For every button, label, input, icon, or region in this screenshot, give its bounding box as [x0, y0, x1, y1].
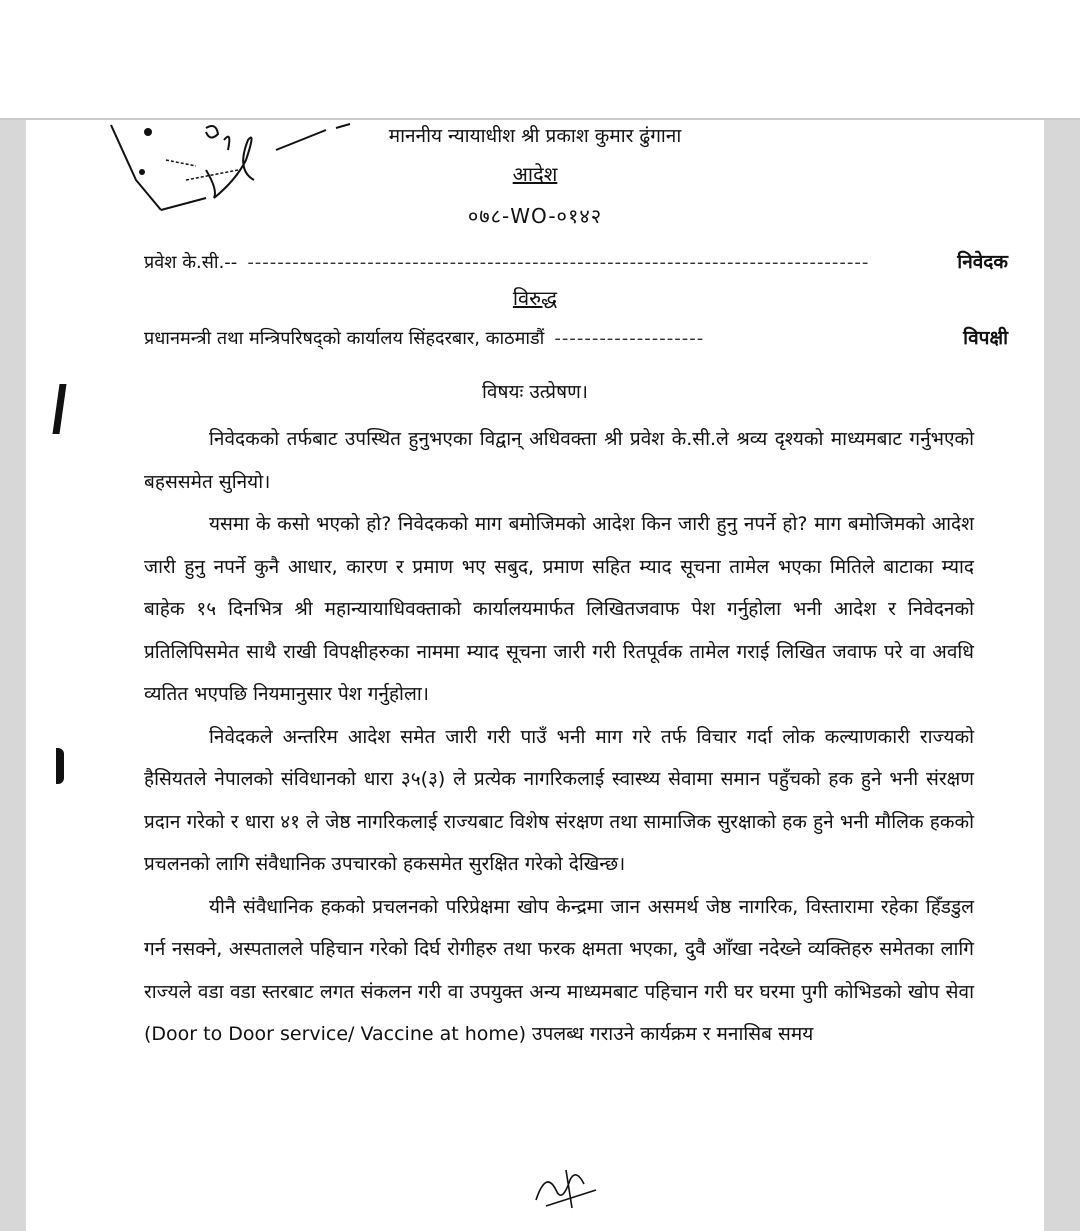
- respondent-name: प्रधानमन्त्री तथा मन्त्रिपरिषद्को कार्यालय सिंहदरबार, काठमाडौं: [144, 328, 545, 349]
- paragraph-2: यसमा के कसो भएको हो? निवेदकको माग बमोजिमको आदेश किन जारी हुनु नपर्ने हो? माग बमोजिमको आदेश जारी हुनु नपर्ने कुनै आधार, कारण र प्रमाण भए सबुद, प्रमाण सहित म्याद सूचना तामेल भएका मितिले बाटाका म्याद बाहेक १५ दिनभित्र श्री महान्यायाधिवक्ताको कार्यालयमार्फत लिखितजवाफ पेश गर्नुहोला भनी आदेश र निवेदनको प्रतिलिपिसमेत साथै राखी विपक्षीहरुका नाममा म्याद सूचना जारी गरी रितपूर्वक तामेल गराई लिखित जवाफ परे वा अवधि व्यतित भएपछि नियमानुसार पेश गर्नुहोला।: [144, 513, 974, 705]
- paragraph-4: यीनै संवैधानिक हकको प्रचलनको परिप्रेक्षमा खोप केन्द्रमा जान असमर्थ जेष्ठ नागरिक, विस्तारामा रहेका हिँडडुल गर्न नसक्ने, अस्पतालले पहिचान गरेको दिर्घ रोगीहरु तथा फरक क्षमता भएका, दुवै आँखा नदेख्ने व्यक्तिहरु समेतका लागि राज्यले वडा वडा स्तरबाट लगत संकलन गरी वा उपयुक्त अन्य माध्यमबाट पहिचान गरी घर घरमा पुगी कोभिडको खोप सेवा (Door to Door service/ Vaccine at home) उपलब्ध गराउने कार्यक्रम र मनासिब समय: [144, 895, 974, 1045]
- respondent-role: विपक्षी: [963, 327, 1008, 349]
- petitioner-line: [144, 248, 1008, 274]
- respondent-line: [144, 324, 1008, 350]
- case-number: ०७८-WO-०१४२: [467, 204, 603, 228]
- signature-icon: [526, 1160, 606, 1210]
- petitioner-name: प्रवेश के.सी.--: [144, 252, 238, 273]
- judge-title: माननीय न्यायाधीश श्री प्रकाश कुमार ढुंगाना: [388, 125, 682, 147]
- versus-heading: विरुद्ध: [512, 286, 558, 310]
- leader-dashes: --------------------: [554, 328, 705, 349]
- document-page: [26, 120, 1044, 1231]
- order-body: [144, 418, 974, 1056]
- scan-artifact: [56, 748, 64, 784]
- scan-right-margin: [1044, 120, 1080, 1231]
- scan-left-margin: [0, 120, 26, 1231]
- subject-line: विषयः उत्प्रेषण।: [481, 381, 589, 403]
- document-type-heading: आदेश: [512, 162, 558, 186]
- paragraph-1: निवेदकको तर्फबाट उपस्थित हुनुभएका विद्वान् अधिवक्ता श्री प्रवेश के.सी.ले श्रव्य दृश्यको माध्यमबाट गर्नुभएको बहससमेत सुनियो।: [144, 428, 974, 493]
- petitioner-role: निवेदक: [957, 251, 1008, 273]
- leader-dashes: -----------------------------------------------------------------------------------: [247, 252, 870, 273]
- paragraph-3: निवेदकले अन्तरिम आदेश समेत जारी गरी पाउँ भनी माग गरे तर्फ विचार गर्दा लोक कल्याणकारी राज्यको हैसियतले नेपालको संविधानको धारा ३५(३) ले प्रत्येक नागरिकलाई स्वास्थ्य सेवामा समान पहुँचको हक हुने भनी संरक्षण प्रदान गरेको र धारा ४१ ले जेष्ठ नागरिकलाई राज्यबाट विशेष संरक्षण तथा सामाजिक सुरक्षाको हक हुने भनी मौलिक हकको प्रचलनको लागि संवैधानिक उपचारको हकसमेत सुरक्षित गरेको देखिन्छ।: [144, 725, 974, 875]
